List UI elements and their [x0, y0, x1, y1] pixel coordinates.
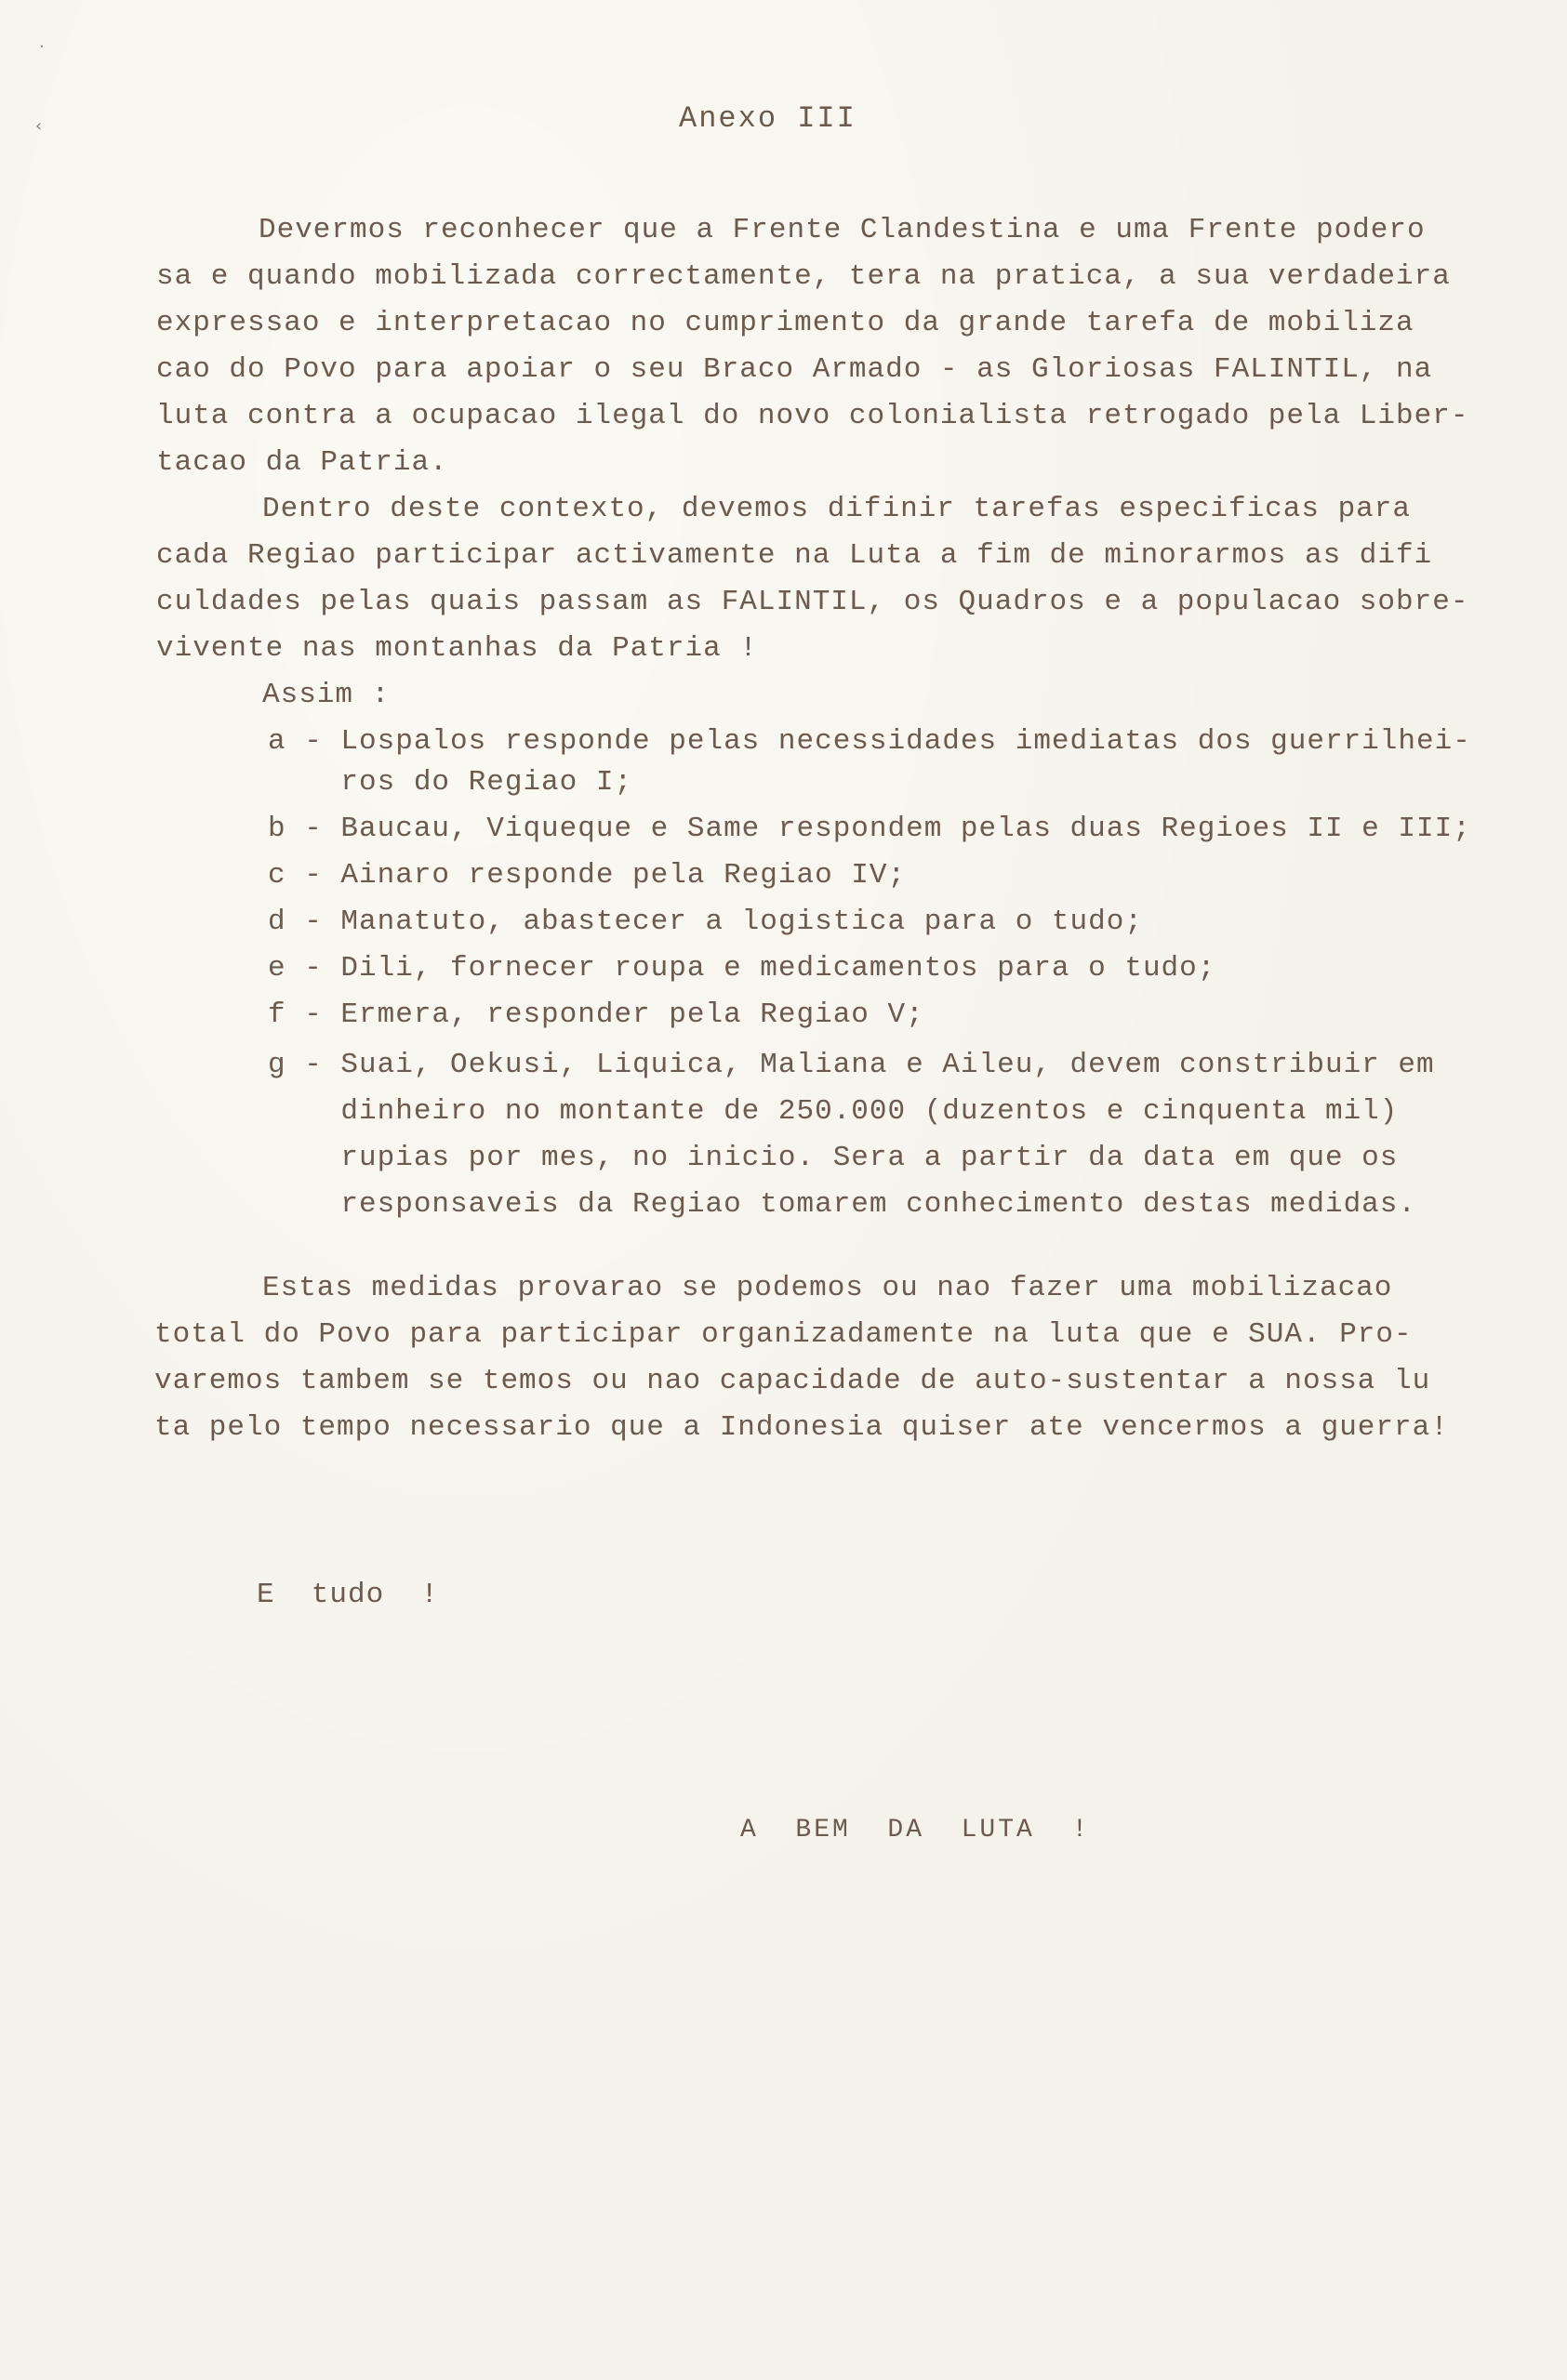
- list-item: dinheiro no montante de 250.000 (duzentos e cinquenta mil): [268, 1095, 1399, 1128]
- closing-text: E tudo !: [257, 1579, 440, 1611]
- paragraph-line: vivente nas montanhas da Patria !: [156, 632, 758, 665]
- paragraph-line: Dentro deste contexto, devemos difinir tarefas especificas para: [262, 493, 1411, 525]
- list-item: responsaveis da Regiao tomarem conhecimento destas medidas.: [268, 1188, 1416, 1221]
- paragraph-line: luta contra a ocupacao ilegal do novo colonialista retrogado pela Liber-: [156, 400, 1469, 432]
- list-item: ros do Regiao I;: [268, 766, 633, 799]
- margin-mark: ‹: [35, 116, 44, 136]
- document-title: Anexo III: [679, 101, 857, 136]
- list-item: g - Suai, Oekusi, Liquica, Maliana e Aileu, devem constribuir em: [268, 1049, 1435, 1081]
- paragraph-line: tacao da Patria.: [156, 446, 448, 479]
- paragraph-line: cada Regiao participar activamente na Luta a fim de minorarmos as difi: [156, 539, 1433, 572]
- list-item: d - Manatuto, abastecer a logistica para o tudo;: [268, 906, 1143, 938]
- margin-mark: ·: [39, 37, 46, 57]
- paragraph-line: sa e quando mobilizada correctamente, tera na pratica, a sua verdadeira: [156, 260, 1451, 293]
- paragraph-line: cao do Povo para apoiar o seu Braco Armado - as Gloriosas FALINTIL, na: [156, 353, 1433, 386]
- list-item: f - Ermera, responder pela Regiao V;: [268, 998, 924, 1031]
- list-item: c - Ainaro responde pela Regiao IV;: [268, 859, 907, 892]
- list-item: a - Lospalos responde pelas necessidades imediatas dos guerrilhei-: [268, 725, 1471, 758]
- paragraph-line: culdades pelas quais passam as FALINTIL, os Quadros e a populacao sobre-: [156, 586, 1469, 618]
- paragraph-line: total do Povo para participar organizadamente na luta que e SUA. Pro-: [154, 1318, 1413, 1351]
- paragraph-line: Devermos reconhecer que a Frente Clandestina e uma Frente podero: [259, 214, 1426, 246]
- paragraph-line: varemos tambem se temos ou nao capacidade de auto-sustentar a nossa lu: [154, 1365, 1431, 1397]
- list-item: e - Dili, fornecer roupa e medicamentos para o tudo;: [268, 952, 1216, 985]
- list-item: rupias por mes, no inicio. Sera a partir da data em que os: [268, 1142, 1399, 1174]
- list-item: b - Baucau, Viqueque e Same respondem pelas duas Regioes II e III;: [268, 813, 1471, 845]
- assim-label: Assim :: [262, 679, 391, 711]
- paragraph-line: expressao e interpretacao no cumprimento da grande tarefa de mobiliza: [156, 307, 1414, 339]
- paragraph-line: Estas medidas provarao se podemos ou nao fazer uma mobilizacao: [262, 1272, 1393, 1304]
- paragraph-line: ta pelo tempo necessario que a Indonesia quiser ate vencermos a guerra!: [154, 1411, 1449, 1444]
- signoff-text: A BEM DA LUTA !: [740, 1816, 1091, 1844]
